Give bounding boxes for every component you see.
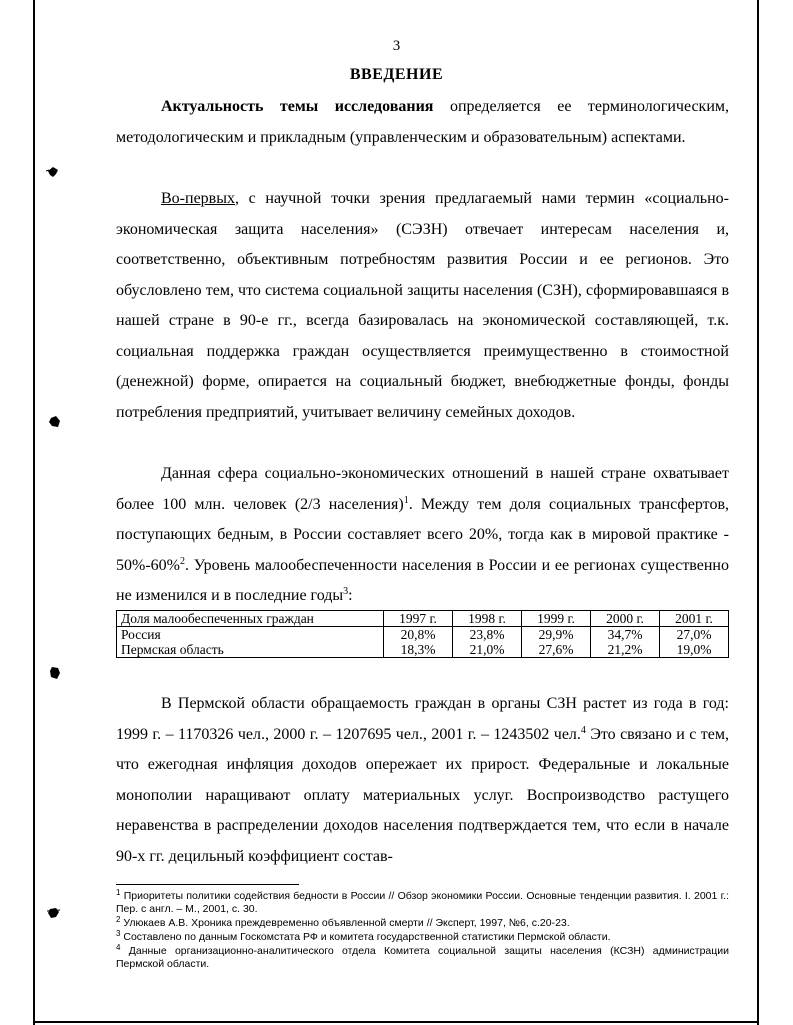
table-cell: 23,8%	[453, 627, 522, 643]
footnote-text: Данные организационно-аналитического отдела Комитета социальной защиты населения (КСЗН) администрации Пермской области.	[116, 945, 729, 970]
footnote-text: Приоритеты политики содействия бедности в России // Обзор экономики России. Основные тенденции развития. I. 2001 г.: Пер. с англ. – М., 2001, с. 30.	[116, 890, 729, 915]
footnote	[116, 917, 729, 930]
perm-text-1: В Пермской области обращаемость граждан в органы СЗН растет из года в год: 1999 г. – 1170326 чел., 2000 г. – 1207695 чел., 2001 г. – 1243502 чел.	[116, 695, 729, 743]
table-cell: 21,2%	[591, 642, 660, 658]
first-lead: Во-первых	[161, 190, 235, 207]
table-cell: 19,0%	[660, 642, 729, 658]
footnote-ref-3: 3	[343, 586, 349, 597]
table-row	[117, 642, 729, 658]
page-frame-left	[33, 0, 35, 1025]
sphere-text-2: . Между тем доля социальных трансфертов, поступающих бедным, в России составляет всего 20%, тогда как в мировой практике - 50%-60%	[116, 495, 729, 574]
poverty-share-table	[116, 610, 729, 658]
punch-hole-mark	[47, 906, 61, 920]
punch-hole-mark	[46, 165, 60, 179]
table-cell: 20,8%	[384, 627, 453, 643]
intro-text: определяется ее терминологическим, методологическим и прикладным (управленческим и образовательным) аспектами.	[116, 98, 730, 146]
table-year-header: 1998 г.	[453, 611, 522, 627]
table-cell: 21,0%	[453, 642, 522, 658]
table-cell: 29,9%	[522, 627, 591, 643]
footnote-text: Улюкаев А.В. Хроника преждевременно объявленной смерти // Эксперт, 1997, №6, с.20-23.	[120, 917, 570, 929]
intro-paragraph	[116, 92, 729, 153]
footnote-mark: 4	[116, 943, 121, 952]
punch-hole-mark	[48, 415, 62, 429]
paragraph-sphere	[116, 459, 729, 612]
section-heading: ВВЕДЕНИЕ	[349, 66, 444, 83]
footnote-ref-4: 4	[580, 724, 586, 736]
table-row	[117, 627, 729, 643]
footnotes	[116, 890, 729, 972]
table-row-label: Россия	[117, 627, 384, 643]
page-number: 3	[392, 38, 401, 54]
footnote-text: Составлено по данным Госкомстата РФ и комитета государственной статистики Пермской области.	[120, 931, 611, 943]
footnote	[116, 931, 729, 944]
table-cell: 18,3%	[384, 642, 453, 658]
table-row-label: Пермская область	[117, 642, 384, 658]
table-year-header: 1997 г.	[384, 611, 453, 627]
footnote	[116, 945, 729, 971]
footnote-ref-2: 2	[179, 555, 185, 567]
table-cell: 34,7%	[591, 627, 660, 643]
footnote-mark: 3	[116, 929, 121, 938]
first-text: , с научной точки зрения предлагаемый нами термин «социально-экономическая защита населения» (СЭЗН) отвечает интересам населения и, соответственно, объективным потребностям развития России и ее регионов. Это обусловлено тем, что система социальной защиты населения (СЗН), сформировавшаяся в нашей стране в 90-е гг., всегда базировалась на экономической составляющей, т.к. социальная поддержка граждан осуществляется преимущественно в стоимостной (денежной) форме, опирается на социальный бюджет, внебюджетные фонды, фонды потребления предприятий, учитывает величину семейных доходов.	[116, 190, 729, 421]
table-year-header: 2000 г.	[591, 611, 660, 627]
sphere-text-3: . Уровень малообеспеченности населения в России и ее регионах существенно не изменился и в последние годы	[116, 556, 729, 604]
page-frame-bottom	[33, 1021, 759, 1023]
footnote-ref-1: 1	[403, 494, 409, 506]
table-cell: 27,6%	[522, 642, 591, 658]
table-cell: 27,0%	[660, 627, 729, 643]
sphere-text-4: :	[348, 587, 353, 604]
footnote	[116, 890, 729, 916]
table-year-header: 1999 г.	[522, 611, 591, 627]
table-header-label: Доля малообеспеченных граждан	[117, 611, 384, 627]
footnote-mark: 1	[116, 888, 121, 897]
perm-text-2: Это связано и с тем, что ежегодная инфляция доходов опережает их прирост. Федеральные и локальные монополии наращивают оплату материальных услуг. Воспроизводство растущего неравенства в распределении доходов населения подтверждается тем, что если в начале 90-х гг. децильный коэффициент состав-	[116, 725, 730, 865]
paragraph-first	[116, 184, 729, 428]
footnote-mark: 2	[116, 915, 121, 924]
table-header-row	[117, 611, 729, 627]
sphere-text-1: Данная сфера социально-экономических отношений в нашей стране охватывает более 100 млн. человек (2/3 населения)	[116, 465, 729, 513]
punch-hole-mark	[48, 666, 62, 680]
page-frame-right	[757, 0, 759, 1025]
paragraph-perm	[116, 689, 729, 872]
table-year-header: 2001 г.	[660, 611, 729, 627]
footnote-separator	[116, 884, 299, 885]
intro-lead: Актуальность темы исследования	[161, 98, 434, 115]
